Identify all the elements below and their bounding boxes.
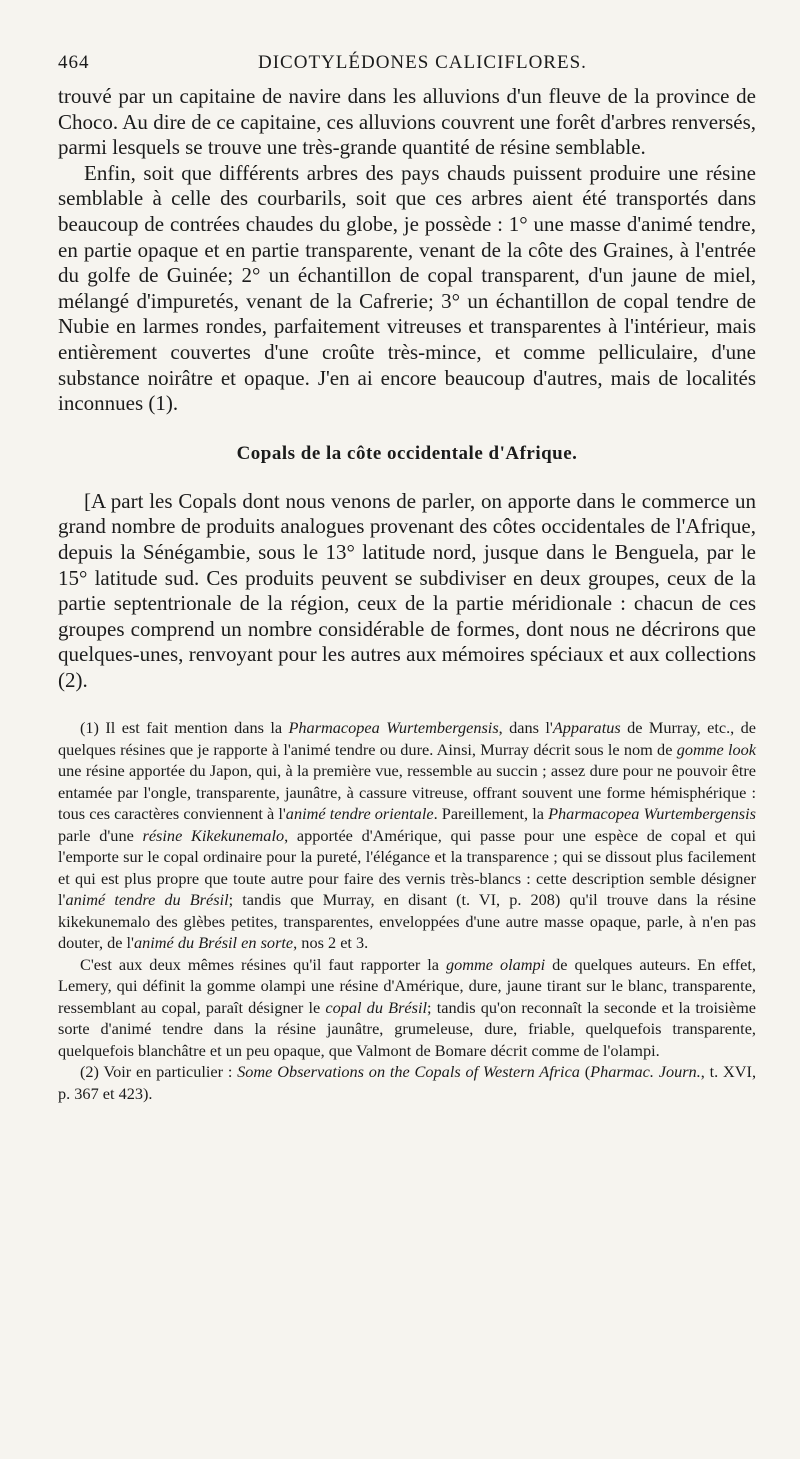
running-header: [58, 52, 756, 84]
main-text: [58, 84, 756, 693]
page-number: 464: [58, 52, 90, 73]
paragraph: [A part les Copals dont nous venons de parler, on apporte dans le commerce un grand nombre de produits analogues provenant des côtes occidentales de l'Afrique, depuis la Sénégambie, sous le 13° latitude nord, jusque dans le Benguela, par le 15° latitude sud. Ces produits peuvent se subdiviser en deux groupes, ceux de la partie septentrionale de la région, ceux de la partie méridionale : chacun de ces groupes comprend un nombre considérable de formes, dont nous ne décrirons que quelques-unes, renvoyant pour les autres aux mémoires spéciaux et aux collections (2).: [58, 488, 756, 692]
paragraph: Enfin, soit que différents arbres des pays chauds puissent produire une résine semblable à celle des courbarils, soit que ces arbres aient été transportés dans beaucoup de contrées chaudes du globe, je possède : 1° une masse d'animé tendre, en partie opaque et en partie transparente, venant de la côte des Graines, à l'entrée du golfe de Guinée; 2° un échantillon de copal transparent, d'un jaune de miel, mélangé d'impuretés, venant de la Cafrerie; 3° un échantillon de copal tendre de Nubie en larmes rondes, parfaitement vitreuses et transparentes à l'intérieur, mais entièrement couvertes d'une croûte très-mince, et comme pelliculaire, d'une substance noirâtre et opaque. J'en ai encore beaucoup d'autres, mais de localités inconnues (1).: [58, 160, 756, 416]
footnote-1: (1) Il est fait mention dans la Pharmacopea Wurtembergensis, dans l'Apparatus de Murray, etc., de quelques résines que je rapporte à l'animé tendre ou dure. Ainsi, Murray décrit sous le nom de gomme look une résine apportée du Japon, qui, à la première vue, ressemble au succin ; assez dure pour ne pouvoir être entamée par l'ongle, transparente, jaunâtre, à cassure vitreuse, offrant souvent une forme hémisphérique : tous ces caractères conviennent à l'animé tendre orientale. Pareillement, la Pharmacopea Wurtembergensis parle d'une résine Kikekunemalo, apportée d'Amérique, qui passe pour une espèce de copal et qui l'emporte sur le copal ordinaire pour la pureté, l'élégance et la transparence ; qui se dissout plus facilement et qui est plus propre que toute autre pour faire des vernis très-blancs : cette description semble désigner l'animé tendre du Brésil; tandis que Murray, en disant (t. VI, p. 208) qu'il trouve dans la résine kikekunemalo des glèbes petites, transparentes, enveloppées d'une autre masse opaque, parle, à n'en pas douter, de l'animé du Brésil en sorte, nos 2 et 3.: [58, 718, 756, 953]
running-title: DICOTYLÉDONES CALICIFLORES.: [258, 52, 587, 73]
footnote-2: (2) Voir en particulier : Some Observations on the Copals of Western Africa (Pharmac. Journ., t. XVI, p. 367 et 423).: [58, 1062, 757, 1103]
section-heading: Copals de la côte occidentale d'Afrique.: [236, 442, 578, 464]
footnotes: [58, 717, 756, 1104]
footnote-1-continued: C'est aux deux mêmes résines qu'il faut rapporter la gomme olampi de quelques auteurs. En effet, Lemery, qui définit la gomme olampi une résine d'Amérique, dure, jaune tirant sur le blanc, transparente, ressemblant au copal, paraît désigner le copal du Brésil; tandis qu'on reconnaît la seconde et la troisième sorte d'animé tendre dans la résine jaunâtre, grumeleuse, dure, friable, quelquefois transparente, quelquefois blanchâtre et un peu opaque, que Valmont de Bomare décrit comme de l'olampi.: [58, 954, 757, 1060]
paragraph: trouvé par un capitaine de navire dans les alluvions d'un fleuve de la province de Choco. Au dire de ce capitaine, ces alluvions couvrent une forêt d'arbres renversés, parmi lesquels se trouve une très-grande quantité de résine semblable.: [58, 84, 756, 160]
